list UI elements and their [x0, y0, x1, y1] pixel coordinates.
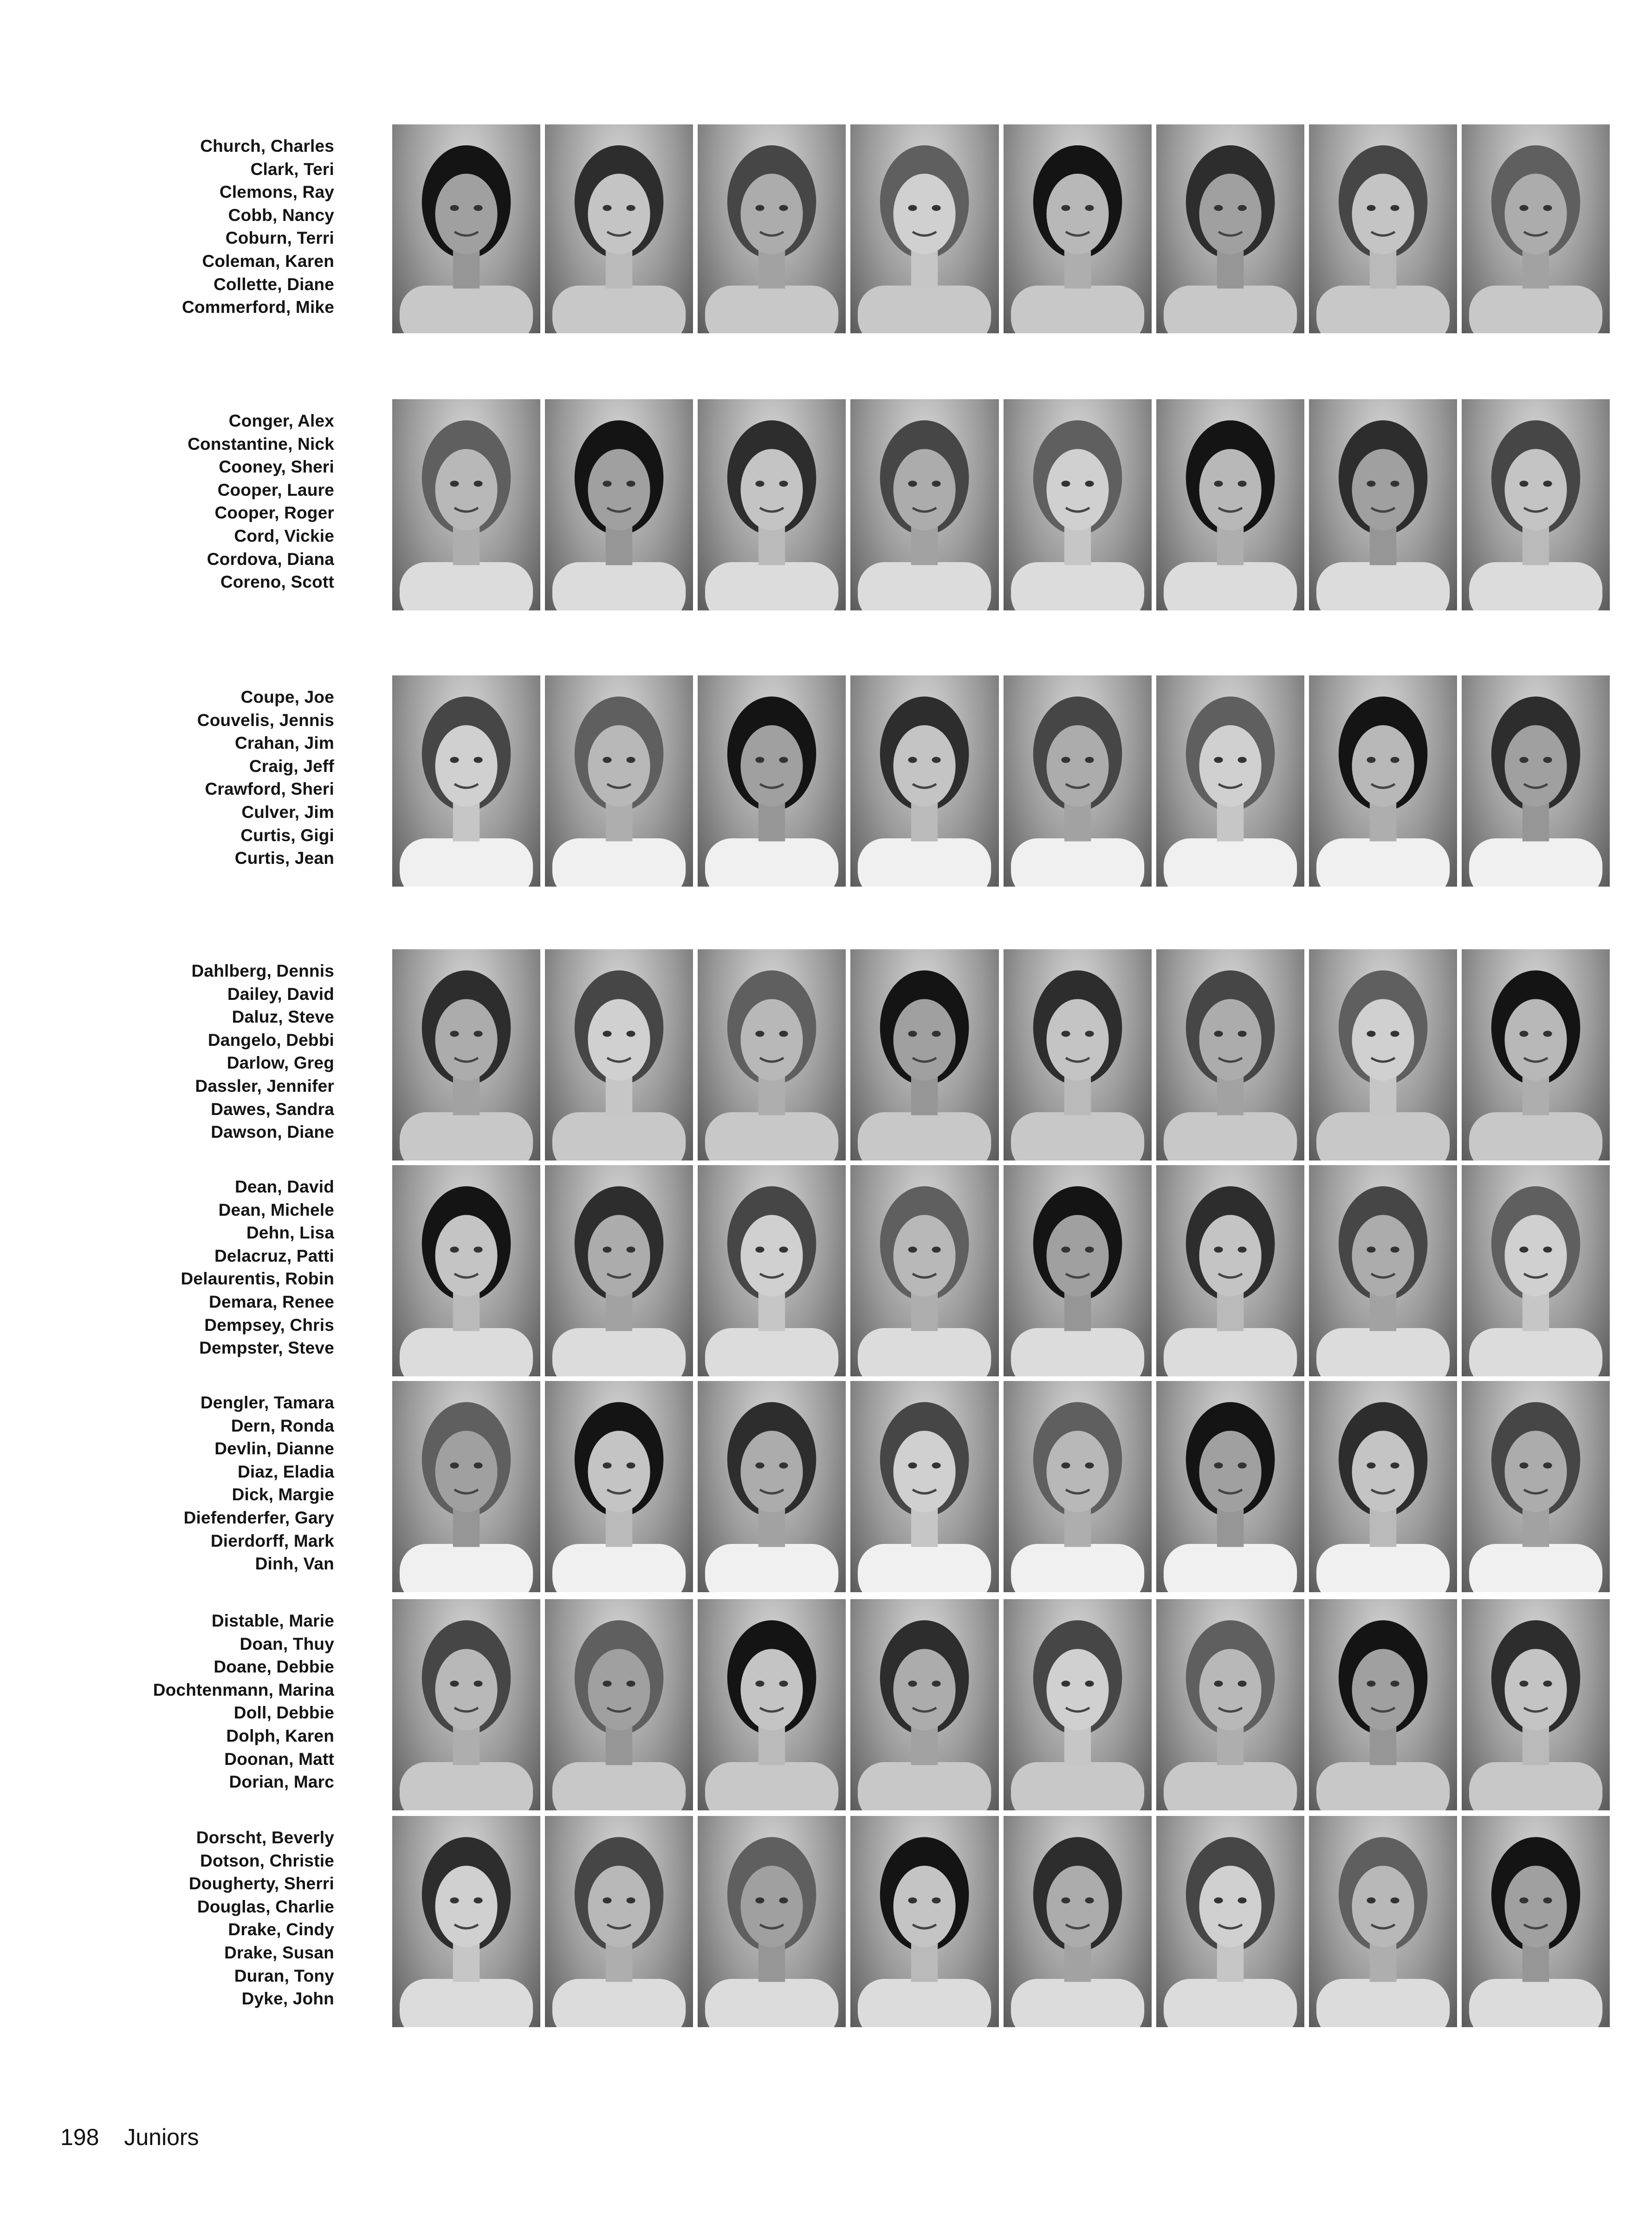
student-portrait [698, 1816, 846, 2027]
student-name: Conger, Alex [228, 411, 334, 430]
student-portrait [392, 1165, 540, 1376]
student-name: Doonan, Matt [224, 1749, 334, 1769]
student-portrait [698, 124, 846, 333]
student-name: Culver, Jim [241, 802, 334, 822]
student-name: Demara, Renee [209, 1292, 334, 1311]
student-portrait [392, 124, 540, 333]
photo-strip [392, 124, 1610, 333]
student-name: Dassler, Jennifer [195, 1076, 334, 1096]
student-portrait [1462, 1816, 1610, 2027]
student-portrait [1156, 1165, 1304, 1376]
student-name: Dern, Ronda [231, 1416, 334, 1435]
student-name: Dawson, Diane [211, 1122, 334, 1142]
student-name: Dawes, Sandra [211, 1099, 334, 1119]
student-portrait [1462, 1599, 1610, 1810]
student-name: Dailey, David [227, 984, 334, 1004]
student-name: Cobb, Nancy [228, 205, 334, 225]
page-footer [60, 2124, 199, 2151]
name-list [56, 409, 334, 594]
name-list [56, 1826, 334, 2010]
student-name: Cooper, Roger [214, 503, 334, 523]
name-list [56, 686, 334, 870]
student-portrait [392, 675, 540, 887]
student-name: Dierdorff, Mark [210, 1531, 334, 1550]
student-name: Craig, Jeff [249, 756, 334, 776]
student-name: Coreno, Scott [220, 572, 334, 592]
student-portrait [1309, 1165, 1457, 1376]
student-name: Curtis, Gigi [240, 825, 334, 845]
student-name: Dorscht, Beverly [196, 1828, 334, 1847]
student-portrait [1004, 124, 1152, 333]
student-name: Dehn, Lisa [246, 1223, 334, 1243]
student-name: Doll, Debbie [233, 1703, 334, 1723]
student-name: Drake, Susan [224, 1943, 334, 1962]
photo-strip [392, 675, 1610, 887]
student-name: Dinh, Van [255, 1554, 334, 1574]
student-portrait [545, 949, 693, 1160]
student-portrait [1462, 1381, 1610, 1592]
student-name: Coburn, Terri [225, 228, 334, 248]
student-name: Cooper, Laure [217, 480, 334, 499]
student-name: Dick, Margie [232, 1485, 334, 1504]
student-portrait [1462, 675, 1610, 887]
student-name: Dean, David [235, 1177, 334, 1196]
student-name: Dougherty, Sherri [188, 1874, 334, 1893]
student-name: Dengler, Tamara [200, 1393, 334, 1412]
student-portrait [1156, 399, 1304, 610]
student-portrait [1004, 1599, 1152, 1810]
portrait-row [0, 1816, 1652, 2027]
student-name: Dorian, Marc [229, 1772, 334, 1792]
student-name: Dotson, Christie [200, 1851, 334, 1870]
student-portrait [1309, 675, 1457, 887]
student-portrait [392, 949, 540, 1160]
photo-strip [392, 1381, 1610, 1592]
portrait-row [0, 1381, 1652, 1592]
student-name: Distable, Marie [211, 1611, 334, 1630]
student-portrait [1156, 124, 1304, 333]
student-portrait [1004, 1816, 1152, 2027]
student-name: Drake, Cindy [228, 1920, 334, 1939]
student-name: Dahlberg, Dennis [191, 961, 334, 980]
student-portrait [392, 1816, 540, 2027]
student-portrait [1004, 675, 1152, 887]
student-portrait [1156, 1381, 1304, 1592]
student-portrait [698, 1165, 846, 1376]
portrait-row [0, 675, 1652, 887]
portrait-row [0, 124, 1652, 333]
student-name: Duran, Tony [234, 1966, 334, 1985]
photo-strip [392, 949, 1610, 1160]
student-name: Crahan, Jim [235, 733, 334, 753]
portrait-row [0, 949, 1652, 1160]
student-name: Delacruz, Patti [214, 1246, 334, 1265]
student-name: Dempster, Steve [199, 1338, 334, 1358]
student-portrait [698, 675, 846, 887]
student-portrait [1156, 949, 1304, 1160]
student-name: Clemons, Ray [219, 182, 334, 202]
student-portrait [850, 399, 998, 610]
student-portrait [545, 1599, 693, 1810]
student-name: Curtis, Jean [234, 849, 334, 868]
student-name: Diefenderfer, Gary [183, 1508, 334, 1527]
student-portrait [545, 124, 693, 333]
student-portrait [850, 949, 998, 1160]
student-portrait [1462, 949, 1610, 1160]
student-name: Constantine, Nick [188, 434, 334, 454]
student-portrait [1004, 1165, 1152, 1376]
student-portrait [1309, 949, 1457, 1160]
student-portrait [545, 399, 693, 610]
student-portrait [698, 1599, 846, 1810]
student-name: Delaurentis, Robin [181, 1269, 334, 1289]
photo-strip [392, 1816, 1610, 2027]
student-name: Couvelis, Jennis [197, 710, 334, 730]
student-name: Darlow, Greg [227, 1053, 334, 1073]
student-portrait [850, 675, 998, 887]
student-name: Daluz, Steve [232, 1007, 334, 1027]
student-portrait [1462, 124, 1610, 333]
student-name: Dempsey, Chris [204, 1315, 334, 1335]
student-portrait [545, 1816, 693, 2027]
student-name: Dolph, Karen [226, 1726, 334, 1745]
student-portrait [545, 1381, 693, 1592]
student-name: Clark, Teri [250, 159, 334, 179]
student-portrait [850, 1599, 998, 1810]
student-portrait [392, 1599, 540, 1810]
student-portrait [392, 399, 540, 610]
photo-strip [392, 399, 1610, 610]
student-name: Coupe, Joe [240, 687, 334, 707]
student-portrait [545, 675, 693, 887]
student-portrait [1309, 1816, 1457, 2027]
student-portrait [698, 399, 846, 610]
photo-strip [392, 1165, 1610, 1376]
student-portrait [698, 1381, 846, 1592]
student-name: Crawford, Sheri [205, 779, 334, 799]
student-portrait [1309, 1381, 1457, 1592]
student-name: Dean, Michele [218, 1200, 334, 1219]
student-portrait [1004, 1381, 1152, 1592]
student-portrait [1462, 399, 1610, 610]
student-portrait [1309, 1599, 1457, 1810]
student-portrait [545, 1165, 693, 1376]
student-portrait [850, 1165, 998, 1376]
student-portrait [1004, 399, 1152, 610]
student-name: Dangelo, Debbi [207, 1030, 334, 1050]
portrait-row [0, 399, 1652, 610]
student-name: Collette, Diane [214, 274, 334, 294]
student-name: Doan, Thuy [240, 1634, 334, 1653]
student-name: Diaz, Eladia [237, 1462, 334, 1481]
student-name: Douglas, Charlie [197, 1897, 334, 1916]
student-name: Doane, Debbie [214, 1657, 334, 1677]
student-name: Coleman, Karen [202, 251, 334, 271]
student-name: Devlin, Dianne [214, 1439, 334, 1459]
portrait-row [0, 1165, 1652, 1376]
student-portrait [392, 1381, 540, 1592]
student-portrait [850, 1381, 998, 1592]
student-portrait [1462, 1165, 1610, 1376]
student-name: Dyke, John [241, 1989, 334, 2009]
student-portrait [1004, 949, 1152, 1160]
name-list [56, 959, 334, 1144]
student-name: Cord, Vickie [234, 526, 334, 545]
student-name: Dochtenmann, Marina [153, 1680, 334, 1699]
name-list [56, 1609, 334, 1794]
name-list [56, 1175, 334, 1360]
photo-strip [392, 1599, 1610, 1810]
student-name: Cordova, Diana [207, 549, 334, 569]
section-title: Juniors [124, 2124, 199, 2150]
page-number: 198 [60, 2124, 99, 2150]
student-portrait [1309, 399, 1457, 610]
student-portrait [1309, 124, 1457, 333]
student-name: Church, Charles [200, 136, 334, 156]
name-list [56, 1391, 334, 1575]
student-name: Cooney, Sheri [219, 457, 334, 477]
student-portrait [850, 1816, 998, 2027]
student-portrait [1156, 675, 1304, 887]
student-name: Commerford, Mike [181, 298, 334, 317]
portrait-row [0, 1599, 1652, 1810]
student-portrait [698, 949, 846, 1160]
student-portrait [850, 124, 998, 333]
name-list [56, 135, 334, 319]
student-portrait [1156, 1816, 1304, 2027]
student-portrait [1156, 1599, 1304, 1810]
